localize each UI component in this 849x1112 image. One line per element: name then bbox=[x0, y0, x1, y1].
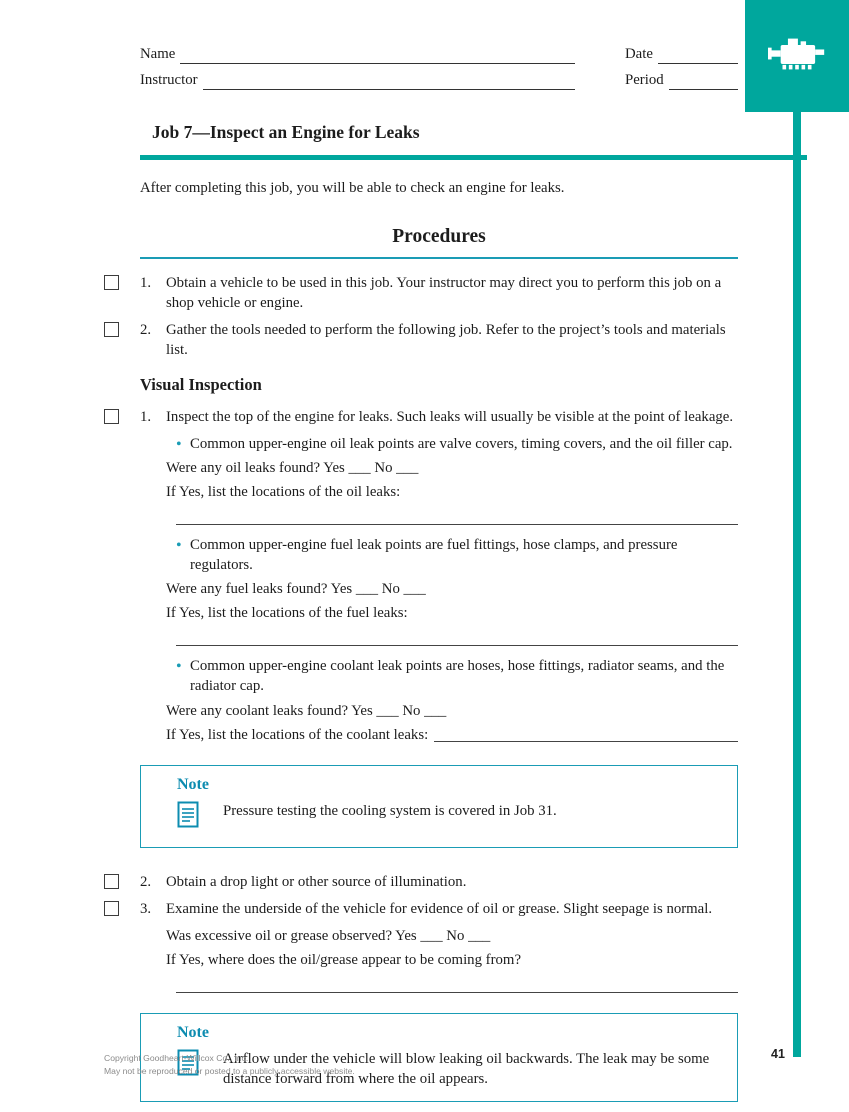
step-number: 1. bbox=[140, 408, 152, 425]
copyright-line1: Copyright Goodheart-Willcox Co., Inc. bbox=[104, 1053, 249, 1063]
step-number: 2. bbox=[140, 321, 152, 338]
procedure-step bbox=[104, 872, 738, 892]
procedure-step bbox=[104, 899, 738, 919]
step-text: Obtain a drop light or other source of illumination. bbox=[166, 873, 467, 890]
instructor-label: Instructor bbox=[140, 72, 198, 88]
procedure-step bbox=[104, 407, 738, 427]
bullet-item bbox=[104, 535, 738, 575]
corner-banner bbox=[745, 0, 849, 112]
followup-line bbox=[104, 725, 738, 745]
step-text: Obtain a vehicle to be used in this job. Your instructor may direct you to perform this job on a shop vehicle or engine. bbox=[166, 274, 722, 311]
job-title: Job 7—Inspect an Engine for Leaks bbox=[140, 116, 807, 160]
note-document-icon bbox=[177, 801, 201, 835]
copyright-line2: May not be reproduced or posted to a publicly accessible website. bbox=[104, 1065, 355, 1076]
note-text: Pressure testing the cooling system is covered in Job 31. bbox=[223, 802, 557, 819]
followup-text: If Yes, list the locations of the coolant leaks: bbox=[166, 726, 429, 743]
page-number: 41 bbox=[771, 1047, 785, 1061]
content bbox=[104, 172, 738, 1112]
step-checkbox[interactable] bbox=[104, 409, 119, 424]
period-label: Period bbox=[625, 72, 664, 88]
step-checkbox[interactable] bbox=[104, 275, 119, 290]
question-line: Were any fuel leaks found? Yes ___ No ___ bbox=[166, 581, 426, 598]
date-label: Date bbox=[625, 46, 653, 62]
bullet-item bbox=[104, 656, 738, 696]
step-number: 3. bbox=[140, 900, 152, 917]
date-blank[interactable] bbox=[658, 46, 738, 64]
note-box bbox=[140, 765, 738, 848]
question-line: Were any coolant leaks found? Yes ___ No ___ bbox=[166, 702, 447, 719]
step-checkbox[interactable] bbox=[104, 874, 119, 889]
writing-line[interactable] bbox=[176, 625, 738, 646]
note-title: Note bbox=[177, 1024, 209, 1042]
procedures-heading: Procedures bbox=[392, 226, 486, 248]
writing-line[interactable] bbox=[176, 972, 738, 993]
intro-text: After completing this job, you will be able to check an engine for leaks. bbox=[140, 180, 565, 196]
note-title: Note bbox=[177, 775, 209, 793]
student-header bbox=[140, 46, 738, 98]
procedure-step bbox=[104, 273, 738, 313]
bullet-text: Common upper-engine fuel leak points are fuel fittings, hose clamps, and pressure regulators. bbox=[190, 536, 678, 574]
bullet-text: Common upper-engine oil leak points are valve covers, timing covers, and the oil filler cap. bbox=[190, 435, 733, 452]
followup-line: If Yes, list the locations of the fuel leaks: bbox=[166, 605, 408, 622]
procedure-step bbox=[104, 320, 738, 360]
copyright-notice bbox=[104, 1052, 355, 1078]
step-text: Inspect the top of the engine for leaks. Such leaks will usually be visible at the point of leakage. bbox=[166, 408, 734, 425]
edge-accent-strip bbox=[793, 112, 801, 1057]
engine-icon bbox=[768, 32, 826, 81]
period-blank[interactable] bbox=[669, 72, 738, 90]
followup-line: If Yes, where does the oil/grease appear to be coming from? bbox=[166, 952, 522, 968]
name-blank[interactable] bbox=[180, 46, 575, 64]
instructor-blank[interactable] bbox=[203, 72, 575, 90]
followup-line: If Yes, list the locations of the oil leaks: bbox=[166, 483, 401, 500]
writing-line[interactable] bbox=[176, 504, 738, 525]
step-checkbox[interactable] bbox=[104, 322, 119, 337]
name-label: Name bbox=[140, 46, 176, 62]
step-number: 2. bbox=[140, 873, 152, 890]
writing-line[interactable] bbox=[434, 725, 738, 742]
step-number: 1. bbox=[140, 274, 152, 291]
bullet-text: Common upper-engine coolant leak points are hoses, hose fittings, radiator seams, and the radiator cap. bbox=[190, 658, 725, 695]
step-text: Gather the tools needed to perform the following job. Refer to the project’s tools and materials list. bbox=[166, 321, 726, 358]
step-text: Examine the underside of the vehicle for evidence of oil or grease. Slight seepage is normal. bbox=[166, 900, 713, 917]
step-checkbox[interactable] bbox=[104, 901, 119, 916]
question-line: Was excessive oil or grease observed? Yes ___ No ___ bbox=[166, 927, 491, 944]
note-text: Airflow under the vehicle will blow leaking oil backwards. The leak may be some distance forward from where the oil appears. bbox=[223, 1050, 710, 1087]
question-line: Were any oil leaks found? Yes ___ No ___ bbox=[166, 459, 419, 476]
bullet-item bbox=[104, 434, 738, 454]
procedures-rule bbox=[140, 257, 738, 259]
section-heading: Visual Inspection bbox=[140, 375, 262, 395]
